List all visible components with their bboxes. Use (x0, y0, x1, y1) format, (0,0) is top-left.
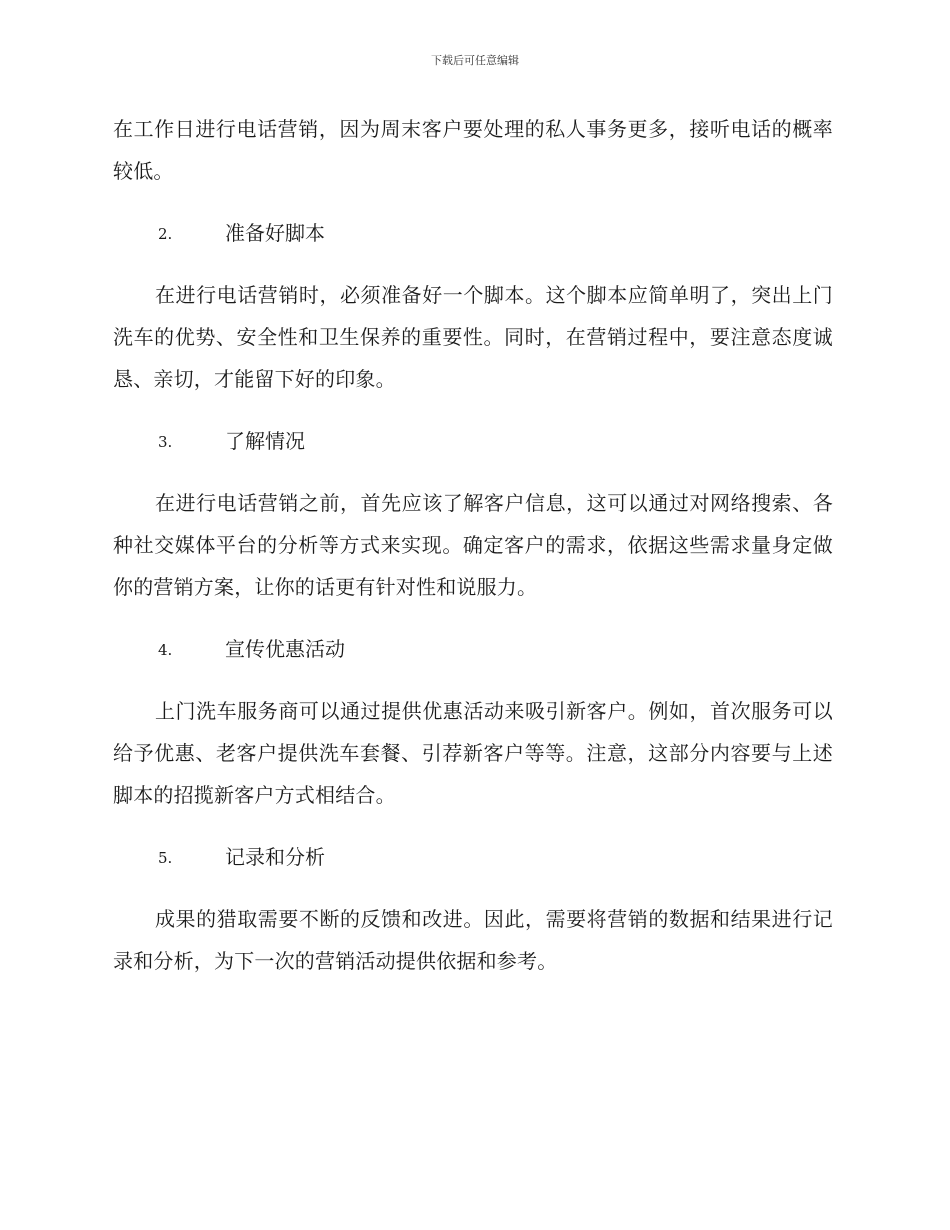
section-title: 记录和分析 (225, 845, 325, 869)
section-heading-4 (113, 628, 833, 670)
section-paragraph-4: 上门洗车服务商可以通过提供优惠活动来吸引新客户。例如，首次服务可以给予优惠、老客户提供洗车套餐、引荐新客户等等。注意，这部分内容要与上述脚本的招揽新客户方式相结合。 (113, 699, 833, 807)
intro-paragraph: 在工作日进行电话营销，因为周末客户要处理的私人事务更多，接听电话的概率较低。 (113, 117, 833, 183)
document-body (113, 108, 833, 1002)
page-header: 下载后可任意编辑 (431, 54, 519, 67)
section-heading-5 (113, 836, 833, 878)
section-number: 2. (158, 225, 173, 243)
section-number: 5. (158, 849, 173, 867)
section-title: 宣传优惠活动 (225, 637, 345, 661)
section-paragraph-2: 在进行电话营销时，必须准备好一个脚本。这个脚本应简单明了，突出上门洗车的优势、安全性和卫生保养的重要性。同时，在营销过程中，要注意态度诚恳、亲切，才能留下好的印象。 (113, 283, 833, 391)
section-number: 3. (158, 433, 173, 451)
section-paragraph-3: 在进行电话营销之前，首先应该了解客户信息，这可以通过对网络搜索、各种社交媒体平台的分析等方式来实现。确定客户的需求，依据这些需求量身定做你的营销方案，让你的话更有针对性和说服力。 (113, 491, 833, 599)
section-title: 了解情况 (225, 429, 305, 453)
section-heading-2 (113, 212, 833, 254)
section-number: 4. (158, 641, 173, 659)
section-paragraph-5: 成果的猎取需要不断的反馈和改进。因此，需要将营销的数据和结果进行记录和分析，为下一次的营销活动提供依据和参考。 (113, 907, 833, 973)
section-heading-3 (113, 420, 833, 462)
section-title: 准备好脚本 (225, 221, 325, 245)
